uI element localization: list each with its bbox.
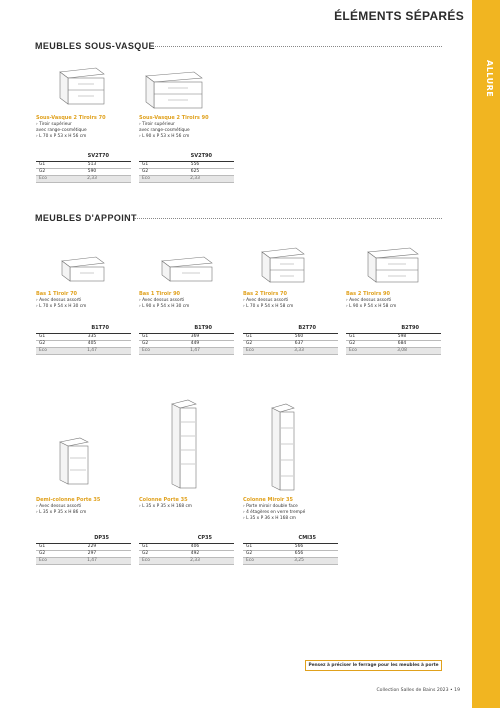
product-line: › Avec dessus assorti bbox=[346, 297, 392, 303]
eco-row: Eco 1,47 bbox=[36, 558, 131, 565]
product-line: › Avec dessus assorti bbox=[139, 297, 185, 303]
eco-row: Eco 2,33 bbox=[139, 558, 234, 565]
product-line: › Avec dessus assorti bbox=[36, 297, 82, 303]
price-table-sv2t90 bbox=[139, 153, 234, 183]
price-table-b1t90 bbox=[139, 325, 234, 355]
price-row: G1 556 bbox=[139, 162, 234, 169]
eco-row: Eco 3,25 bbox=[243, 558, 338, 565]
product-line: › L 90 x P 54 x H 58 cm bbox=[346, 303, 397, 309]
price-table-sv2t70 bbox=[36, 153, 131, 183]
product-sv2t70 bbox=[36, 115, 131, 140]
bas-2-tiroirs-90-illustration bbox=[364, 244, 422, 286]
section-title-sous-vasque: MEUBLES SOUS-VASQUE bbox=[35, 41, 155, 51]
product-b2t90 bbox=[346, 291, 441, 310]
product-code: DP35 bbox=[36, 535, 131, 544]
product-code: B1T90 bbox=[139, 325, 234, 334]
price-table-b2t70 bbox=[243, 325, 338, 355]
product-cp35 bbox=[139, 497, 199, 510]
price-row: G2 684 bbox=[346, 341, 441, 348]
page-footer: Collection Salles de Bains 2023 • 19 bbox=[376, 688, 460, 693]
side-tab bbox=[472, 0, 500, 708]
price-row: G2 492 bbox=[139, 551, 234, 558]
price-table-dp35 bbox=[36, 535, 131, 565]
product-name: Bas 1 Tiroir 90 bbox=[139, 291, 181, 297]
product-dp35 bbox=[36, 497, 131, 516]
product-name: Bas 2 Tiroirs 70 bbox=[243, 291, 288, 297]
price-row: G1 369 bbox=[139, 334, 234, 341]
price-row: G1 598 bbox=[346, 334, 441, 341]
section-rule bbox=[134, 218, 442, 219]
price-row: G2 637 bbox=[243, 341, 338, 348]
product-name: Bas 2 Tiroirs 90 bbox=[346, 291, 391, 297]
bas-1-tiroir-70-illustration bbox=[60, 255, 108, 285]
product-b2t70 bbox=[243, 291, 338, 310]
door-hinge-note: Pensez à préciser le ferrage pour les meubles à porte bbox=[305, 660, 442, 671]
product-b1t70 bbox=[36, 291, 131, 310]
product-line: › Tiroir supérieur bbox=[36, 121, 72, 127]
product-line: › L 90 x P 53 x H 56 cm bbox=[139, 133, 190, 139]
price-row: G2 297 bbox=[36, 551, 131, 558]
product-line: › L 35 x P 35 x H 168 cm bbox=[139, 503, 192, 509]
product-code: SV2T70 bbox=[36, 153, 131, 162]
eco-row: Eco 1,47 bbox=[36, 348, 131, 355]
product-code: B1T70 bbox=[36, 325, 131, 334]
price-table-b1t70 bbox=[36, 325, 131, 355]
product-line: avec range-cosmétique bbox=[36, 127, 87, 133]
price-row: G1 229 bbox=[36, 544, 131, 551]
price-table-cmi35 bbox=[243, 535, 338, 565]
product-line: › Porte miroir double face bbox=[243, 503, 298, 509]
colonne-porte-illustration bbox=[170, 398, 200, 490]
product-code: B2T90 bbox=[346, 325, 441, 334]
product-line: avec range-cosmétique bbox=[139, 127, 190, 133]
price-table-cp35 bbox=[139, 535, 234, 565]
product-code: B2T70 bbox=[243, 325, 338, 334]
eco-row: Eco 2,33 bbox=[139, 176, 234, 183]
product-line: › L 70 x P 54 x H 58 cm bbox=[243, 303, 294, 309]
section-rule bbox=[150, 46, 442, 47]
product-cmi35 bbox=[243, 497, 338, 522]
product-name: Sous-Vasque 2 Tiroirs 70 bbox=[36, 115, 106, 121]
demi-colonne-illustration bbox=[58, 436, 92, 486]
product-name: Colonne Miroir 35 bbox=[243, 497, 293, 503]
price-row: G1 560 bbox=[243, 334, 338, 341]
sous-vasque-70-illustration bbox=[56, 64, 106, 109]
bas-2-tiroirs-70-illustration bbox=[258, 244, 308, 286]
eco-row: Eco 2,33 bbox=[36, 176, 131, 183]
section-title-appoint: MEUBLES D'APPOINT bbox=[35, 213, 137, 223]
eco-row: Eco 3,33 bbox=[243, 348, 338, 355]
eco-row: Eco 3,08 bbox=[346, 348, 441, 355]
colonne-miroir-illustration bbox=[270, 402, 298, 492]
product-line: › Tiroir supérieur bbox=[139, 121, 175, 127]
price-row: G2 625 bbox=[139, 169, 234, 176]
price-table-b2t90 bbox=[346, 325, 441, 355]
product-line: › L 90 x P 54 x H 30 cm bbox=[139, 303, 190, 309]
product-code: CP35 bbox=[139, 535, 234, 544]
product-line: › Avec dessus assorti bbox=[36, 503, 82, 509]
product-line: › L 35 x P 35 x H 86 cm bbox=[36, 509, 87, 515]
product-code: SV2T90 bbox=[139, 153, 234, 162]
product-name: Colonne Porte 35 bbox=[139, 497, 188, 503]
bas-1-tiroir-90-illustration bbox=[160, 255, 216, 285]
price-row: G1 513 bbox=[36, 162, 131, 169]
price-row: G1 335 bbox=[36, 334, 131, 341]
product-line: › L 70 x P 54 x H 30 cm bbox=[36, 303, 87, 309]
product-name: Sous-Vasque 2 Tiroirs 90 bbox=[139, 115, 209, 121]
product-sv2t90 bbox=[139, 115, 234, 140]
product-name: Bas 1 Tiroir 70 bbox=[36, 291, 78, 297]
price-row: G1 566 bbox=[243, 544, 338, 551]
product-line: › Avec dessus assorti bbox=[243, 297, 289, 303]
sous-vasque-90-illustration bbox=[142, 68, 206, 112]
price-row: G2 405 bbox=[36, 341, 131, 348]
price-row: G2 656 bbox=[243, 551, 338, 558]
page-title: ÉLÉMENTS SÉPARÉS bbox=[334, 9, 464, 23]
product-name: Demi-colonne Porte 35 bbox=[36, 497, 101, 503]
product-line: › L 70 x P 53 x H 56 cm bbox=[36, 133, 87, 139]
eco-row: Eco 1,47 bbox=[139, 348, 234, 355]
price-row: G2 449 bbox=[139, 341, 234, 348]
product-code: CMI35 bbox=[243, 535, 338, 544]
price-row: G1 406 bbox=[139, 544, 234, 551]
price-row: G2 590 bbox=[36, 169, 131, 176]
product-b1t90 bbox=[139, 291, 234, 310]
product-line: › 4 étagères en verre trempé bbox=[243, 509, 306, 515]
product-line: › L 35 x P 36 x H 168 cm bbox=[243, 515, 296, 521]
side-tab-label: ALLURE bbox=[485, 60, 494, 98]
